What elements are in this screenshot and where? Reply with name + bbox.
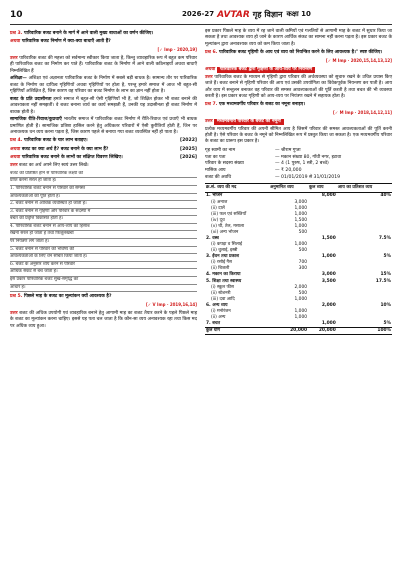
- budget-cell-pct: 5%: [383, 254, 391, 260]
- handwritten-line: बचत की प्रवृत्ति विकसित होती है।: [10, 216, 197, 224]
- budget-meta-info: [205, 148, 392, 182]
- handwritten-line: 6. बजट के अनुसार व्यय करने से परिवार: [10, 262, 197, 270]
- budget-row: [205, 328, 392, 335]
- budget-cell-item: (ii) अन्य: [211, 315, 226, 321]
- budget-cell-item: (v) घी, तेल, मसाला: [211, 223, 245, 229]
- answer-3-point-2: बजट के प्रति उदासीनता हमारे समाज में बहुत-सी ऐसी गृहिणियाँ भी हैं, जो शिक्षित होकर भी बजट बनाने की आवश्यकता नहीं समझतीं। वे बजट बनाना व्यर्थ का कार्य समझती हैं, उनकी यह उदासीनता ही बजट निर्माण में बाधक होती है।: [10, 96, 197, 115]
- answer-3-point-1: अशिक्षा— अशिक्षा एवं अज्ञानता पारिवारिक बजट के निर्माण में सबसे बड़ी बाधक है। सामान्य तौर पर पारिवारिक बजट के निर्माण का दायित्व गृहिणियों अथवा गृहिणियों पर होता है, परन्तु हमारे समाज में आज भी बहुत-सी गृहिणियाँ अशिक्षित हैं, जिस कारण वह परिवार का बजट निर्माण के लाभ का ज्ञान नहीं होता है।: [10, 76, 197, 95]
- question-6: प्रश्न 6. पारिवारिक बजट गृहिणी के आय एवं व्यय को नियन्त्रित करने के लिए आवश्यक है।" स्पष्ट कीजिए।: [205, 49, 383, 55]
- budget-cell-est: 3,000: [294, 199, 308, 205]
- meta-value: — ₹ 20,000: [275, 168, 302, 174]
- budget-cell-item: 4. मकान का किराया: [206, 272, 241, 278]
- budget-cell-est: 500: [298, 290, 308, 296]
- budget-cell-item: (iv) दूध: [211, 217, 225, 223]
- answer-3-intro: उत्तर पारिवारिक बजट की महत्ता को सर्वमान्य स्वीकार किया जाता है, किन्तु व्यावहारिक रूप में बहुत कम परिवार ही पारिवारिक बजट का निर्माण कर पाते हैं। पारिवारिक बजट के निर्माण में आने वाली कठिनाइयाँ अथवा बाधाएँ निम्नलिखित हैं: [10, 55, 198, 74]
- question-4: प्रश्न 4. पारिवारिक बजट के चार लाभ बताइए। [2022]: [10, 138, 197, 144]
- page-number: 10: [10, 9, 23, 20]
- budget-cell-item: (i) रसोई गैस: [211, 260, 232, 266]
- budget-cell-est: 1,000: [294, 296, 308, 302]
- answer-7-intro: प्रत्येक मध्यमवर्गीय परिवार की अपनी सीमित आय है जिसमें परिवार की समस्त आवश्यकताओं की पूर्ति करनी होती है। ऐसे परिवार के बजट के नमूने को निम्नलिखित रूप में प्रस्तुत किया जा सकता है। एक मध्यमवर्गीय परिवार के बजट का प्रारूप इस प्रकार है।: [205, 126, 392, 145]
- meta-key: पता का पता: [205, 154, 226, 160]
- handwritten-answer-area: [10, 171, 197, 293]
- meta-value: — 4 (1 पुरुष, 1 स्त्री, 2 बच्चे): [275, 161, 329, 167]
- budget-cell-total: 1,000: [321, 321, 336, 327]
- budget-cell-total: 3,000: [321, 272, 336, 278]
- budget-cell-est: 1,500: [294, 217, 308, 223]
- handwritten-line: आवश्यकताओं की पूर्ति होती है।: [10, 194, 197, 202]
- subject-title: गृह विज्ञान: [252, 10, 283, 20]
- budget-cell-pct: 40%: [380, 193, 391, 199]
- meta-value: — 01/01/2019 से 31/01/2019: [275, 175, 341, 181]
- class-label: कक्षा 10: [286, 10, 311, 19]
- question-6-ref: [✓ M Imp · 2020,15,14,13,12]: [325, 57, 392, 63]
- meta-key: बजट की अवधि: [205, 175, 232, 181]
- budget-cell-est: 1,000: [294, 315, 308, 321]
- budget-table: [205, 183, 392, 335]
- handwritten-line: आधार है।: [10, 285, 197, 293]
- handwritten-line: 3. बजट बनाने से गृहिणी और परिवार के सदस्यों में: [10, 209, 197, 217]
- handwritten-line: आवश्यकताओं के लिए धन संचित किया जाता है।: [10, 254, 197, 262]
- budget-cell-item: 2. वस्त्र: [206, 236, 219, 242]
- budget-cell-total: 1,000: [321, 254, 336, 260]
- question-6-alt: अथवा पारिवारिक बजट द्वारा गृहिणी के आय-व्यय पर नियन्त्रण: [205, 67, 392, 73]
- budget-cell-pct: 15%: [380, 272, 391, 278]
- handwritten-line: 4. पारिवारिक बजट बनाने से आय-व्यय का हिसाब: [10, 224, 197, 232]
- budget-cell-total: 20,000: [308, 328, 337, 335]
- budget-cell-total: 2,000: [321, 302, 336, 308]
- col-header-percent: आय का प्रतिशत व्यय: [337, 184, 392, 193]
- budget-cell-est: 1,000: [294, 223, 308, 229]
- meta-key: परिवार के सदस्य संख्या: [205, 161, 244, 167]
- budget-cell-item: (i) मनोरंजन: [211, 308, 231, 314]
- handwritten-line: आर्थिक संकट से बच जाता है।: [10, 269, 197, 277]
- meta-key: गृह स्वामी का नाम: [205, 147, 236, 153]
- budget-cell-est: 1,000: [294, 205, 308, 211]
- budget-cell-est: 500: [298, 229, 308, 235]
- budget-cell-pct: 5%: [383, 321, 391, 327]
- handwritten-line: बजट की प्रतिष्ठित होने से पारिवारिक लक्ष्यों को: [10, 171, 197, 179]
- page-header: [10, 6, 392, 25]
- question-4-alt: अथवा बजट का क्या अर्थ है? बजट बनाने के क्या लाभ हैं? [2025]: [10, 146, 197, 152]
- budget-row: [205, 193, 392, 200]
- col-header-total: कुल व्यय: [308, 184, 337, 193]
- budget-cell-item: 6. अन्य व्यय: [206, 302, 228, 308]
- handwritten-line: 5. बजट बनाने से परिवार की भविष्य की: [10, 247, 197, 255]
- question-7-ref: [✓ M Imp · 2018,14,12,11]: [333, 110, 392, 116]
- col-header-item: क्र.सं. व्यय की मद: [205, 184, 269, 193]
- budget-cell-est: [269, 321, 308, 328]
- question-5: प्रश्न 5. पिछले माह के बजट का मूल्यांकन क्यों आवश्यक है?: [10, 294, 112, 300]
- budget-cell-est: 300: [298, 266, 308, 272]
- handwritten-line: इस प्रकार पारिवारिक बजट सुख-समृद्धि का: [10, 277, 197, 285]
- budget-cell-item: (ii) दालें: [211, 205, 225, 211]
- question-3-ref: [✓ Imp · 2020,19]: [157, 47, 197, 53]
- budget-cell-total: 8,000: [321, 193, 336, 199]
- budget-cell-item: 1. भोजन: [206, 193, 223, 199]
- budget-cell-est: [269, 193, 308, 200]
- budget-cell-pct: 17.5%: [375, 278, 391, 284]
- budget-cell-item: 3. ईंधन तथा प्रकाश: [206, 254, 240, 260]
- handwritten-line: 2. बजट बनाने से आर्थिक व्यवस्थित हो जाती है।: [10, 201, 197, 209]
- budget-cell-item: (ii) स्टेशनरी: [211, 290, 231, 296]
- question-3: प्रश्न 3. पारिवारिक बजट बनाने के मार्ग में आने वाली मुख्य बाधाओं का वर्णन कीजिए।: [10, 31, 154, 36]
- budget-cell-item: (i) स्कूल फीस: [211, 284, 234, 290]
- budget-table-header: [205, 184, 392, 193]
- budget-cell-item: (iii) दवा आदि: [211, 296, 235, 302]
- budget-cell-est: 700: [298, 260, 308, 266]
- budget-cell-est: 1,000: [294, 242, 308, 248]
- budget-cell-pct: 7.5%: [378, 236, 391, 242]
- handwritten-line: रखना सरल हो जाता है तथा फिजूलखर्ची: [10, 231, 197, 239]
- budget-row: [205, 321, 392, 328]
- answer-5: उत्तर बजट की अधिक उपयोगी एवं व्यवहारिक बनाने हेतु आगामी माह का बजट तैयार करने के पहले पिछले माह के बजट का मूल्यांकन करना चाहिए। इससे यह पता चल जाता है कि कौन-सा व्यय अनावश्यक रहा तथा किस मद पर अधिक व्यय हुआ।: [10, 310, 198, 329]
- budget-cell-total: 1,500: [321, 236, 336, 242]
- question-5-ref: [✓ V Imp · 2019,16,14]: [145, 302, 197, 308]
- brand-logo: AVTAR: [217, 9, 250, 20]
- budget-cell-item: 5. शिक्षा तथा स्वास्थ्य: [206, 278, 242, 284]
- handwritten-line: पर नियंत्रण लग जाता है।: [10, 239, 197, 247]
- question-3-alt: अथवा पारिवारिक बजट निर्माण में क्या-क्या बाधाएँ आती हैं?: [10, 39, 111, 45]
- meta-value: — मकान संख्या 80, गाँधी नगर, इटावा: [275, 154, 342, 160]
- budget-cell-est: 500: [298, 248, 308, 254]
- budget-cell-est: 20,000: [269, 328, 308, 335]
- handwritten-line: प्राप्त करना सरल हो जाता है।: [10, 178, 197, 186]
- budget-cell-est: 2,000: [294, 284, 308, 290]
- budget-cell-pct: 100%: [337, 328, 392, 335]
- col-header-estimate: अनुमानित व्यय: [269, 184, 308, 193]
- budget-cell-item: (ii) बिजली: [211, 266, 230, 272]
- budget-cell-item: (vi) अन्य भोजन: [211, 229, 239, 235]
- budget-cell-pct: 10%: [380, 302, 391, 308]
- left-column: [10, 29, 197, 335]
- budget-cell-est: 1,000: [294, 308, 308, 314]
- budget-cell-item: (i) कपड़ा व सिलाई: [211, 242, 243, 248]
- answer-4-intro: उत्तर बजट का अर्थ अपने लिए स्वयं उत्तर लिखें।: [10, 162, 89, 168]
- question-7: प्रश्न 7. एक मध्यमवर्गीय परिवार के बजट का नमूना बनाइए।: [205, 102, 305, 108]
- meta-key: मासिक आय: [205, 168, 226, 174]
- budget-cell-item: (iii) फल एवं सब्जियाँ: [211, 211, 247, 217]
- meta-value: — श्रीराम गुप्ता: [275, 147, 301, 153]
- budget-cell-item: (ii) धुलाई, इस्त्री: [211, 248, 238, 254]
- question-4-alt2: अथवा पारिवारिक बजट बनाने के लाभों का संक्षिप्त विवरण लिखिए। [2026]: [10, 155, 197, 161]
- answer-3-point-3: सामाजिक रीति-रिवाज/कुप्रथाएँ भारतीय समाज में पारिवारिक बजट निर्माण में रीति-रिवाज एवं प्रथाएँ भी बाधक प्रमाणित होती हैं। सामाजिक प्रतिष्ठा हासिल करने हेतु अधिकतर परिवारों में ऐसी कुरीतियाँ होती हैं, जिन पर अनावश्यक धन व्यय करना पड़ता है, जिस कारण पहले से बनाया गया बजट व्यवस्थित नहीं हो पाता है।: [10, 117, 197, 136]
- edition-year: 2026-27: [182, 10, 215, 19]
- handwritten-line: 1. पारिवारिक बजट बनाने से परिवार की समस्त: [10, 186, 197, 194]
- budget-cell-item: 7. बचत: [206, 321, 221, 327]
- budget-cell-total: 3,500: [321, 278, 336, 284]
- right-column: [205, 29, 392, 335]
- budget-cell-item: (i) अनाज: [211, 199, 228, 205]
- answer-6: उत्तर पारिवारिक बजट के माध्यम से गृहिणी द्वारा परिवार की अर्थव्यवस्था को सुचारु रखने के उचित प्रयास किए जाते हैं। बजट बनाने से गृहिणी परिवार की आय एवं उसकी उपयोगिता का विवेकपूर्वक नियन्त्रण कर पाती है। आय और व्यय में सन्तुलन बनाकर वह परिवार की समस्त आवश्यकताओं की पूर्ति करती है तथा बचत की भी व्यवस्था करती है। इस प्रकार बजट गृहिणी को आय-व्यय पर नियंत्रण रखने में सहायक होता है।: [205, 74, 392, 99]
- answer-5-continued: इस प्रकार पिछले माह के व्यय में रह जाने वाली कमियों एवं गलतियों से आगामी माह के बजट में सुधार किया जा सकता है तथा आवश्यक व्यय हो जाने के कारण आर्थिक संकट का सामना नहीं करना पड़ता है। इस प्रकार बजट के मूल्यांकन द्वारा अनावश्यक व्यय को कम किया जाता है।: [205, 29, 392, 47]
- budget-cell-item: कुल योग: [205, 328, 269, 335]
- budget-cell-est: 1,000: [294, 211, 308, 217]
- answer-7-heading: उत्तर मध्यमवर्गीय परिवार के बजट का नमूना: [205, 119, 392, 125]
